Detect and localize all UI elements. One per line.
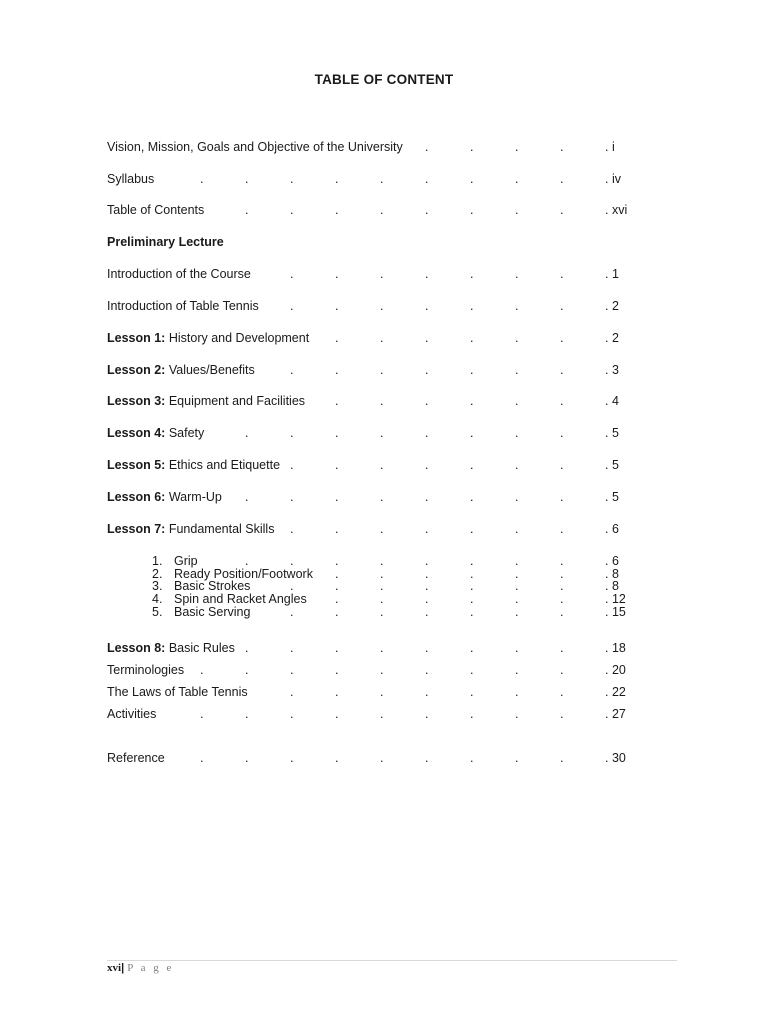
leader-dot: . — [290, 554, 294, 568]
leader-dot: . — [515, 172, 519, 186]
page-ref-syllabus: . iv — [605, 172, 621, 186]
leader-dot: . — [560, 579, 564, 593]
page-ref-lesson-7: . 6 — [605, 522, 619, 536]
leader-dot: . — [425, 554, 429, 568]
page-ref-laws: . 22 — [605, 685, 626, 699]
leader-dot: . — [335, 267, 339, 281]
leader-dot: . — [335, 299, 339, 313]
list-number: 2. — [152, 567, 163, 581]
leader-dot: . — [380, 394, 384, 408]
entry-text: Safety — [168, 426, 205, 440]
entry-text: Ethics and Etiquette — [168, 458, 281, 472]
leader-dot: . — [380, 299, 384, 313]
toc-subentry-4 — [152, 592, 307, 606]
leader-dot: . — [380, 707, 384, 721]
leader-dot: . — [380, 458, 384, 472]
leader-dot: . — [470, 522, 474, 536]
leader-dot: . — [200, 172, 204, 186]
entry-text: Syllabus — [107, 172, 155, 186]
leader-dot: . — [470, 685, 474, 699]
leader-dot: . — [425, 363, 429, 377]
leader-dot: . — [290, 203, 294, 217]
leader-dot: . — [425, 172, 429, 186]
leader-dot: . — [335, 685, 339, 699]
page-ref-reference: . 30 — [605, 751, 626, 765]
entry-text: Reference — [107, 751, 165, 765]
leader-dot: . — [380, 663, 384, 677]
leader-dot: . — [470, 172, 474, 186]
leader-dot: . — [290, 363, 294, 377]
leader-dot: . — [380, 579, 384, 593]
leader-dot: . — [380, 363, 384, 377]
footer-page-label: P a g e — [127, 962, 174, 974]
leader-dot: . — [470, 592, 474, 606]
leader-dot: . — [560, 299, 564, 313]
leader-dot: . — [560, 751, 564, 765]
leader-dot: . — [380, 522, 384, 536]
entry-text: Introduction of Table Tennis — [107, 299, 259, 313]
leader-dot: . — [425, 490, 429, 504]
leader-dot: . — [245, 203, 249, 217]
entry-text: Introduction of the Course — [107, 267, 251, 281]
page-ref-sub-1: . 6 — [605, 554, 619, 568]
leader-dot: . — [335, 605, 339, 619]
section-heading-preliminary — [107, 235, 224, 249]
leader-dot: . — [290, 458, 294, 472]
entry-text: Spin and Racket Angles — [174, 592, 307, 606]
leader-dot: . — [335, 331, 339, 345]
toc-entry-reference — [107, 751, 165, 765]
page-ref-lesson-3: . 4 — [605, 394, 619, 408]
toc-entry-lesson-1 — [107, 331, 309, 345]
leader-dot: . — [245, 641, 249, 655]
leader-dot: . — [380, 567, 384, 581]
leader-dot: . — [335, 458, 339, 472]
leader-dot: . — [380, 751, 384, 765]
leader-dot: . — [245, 172, 249, 186]
leader-dot: . — [470, 394, 474, 408]
page-ref-sub-5: . 15 — [605, 605, 626, 619]
leader-dot: . — [515, 267, 519, 281]
page-ref-lesson-8: . 18 — [605, 641, 626, 655]
entry-text: Basic Strokes — [174, 579, 251, 593]
leader-dot: . — [515, 554, 519, 568]
entry-text: Table of Contents — [107, 203, 205, 217]
leader-dot: . — [335, 490, 339, 504]
lesson-label: Lesson 2: — [107, 363, 166, 377]
leader-dot: . — [560, 592, 564, 606]
leader-dot: . — [560, 707, 564, 721]
leader-dot: . — [470, 751, 474, 765]
leader-dot: . — [560, 522, 564, 536]
leader-dot: . — [335, 363, 339, 377]
leader-dot: . — [245, 554, 249, 568]
entry-text: Activities — [107, 707, 157, 721]
entry-text: Warm-Up — [168, 490, 222, 504]
lesson-label: Lesson 6: — [107, 490, 166, 504]
leader-dot: . — [425, 299, 429, 313]
toc-entry-terminologies — [107, 663, 184, 677]
leader-dot: . — [515, 426, 519, 440]
leader-dot: . — [380, 203, 384, 217]
leader-dot: . — [335, 394, 339, 408]
toc-subentry-3 — [152, 579, 250, 593]
leader-dot: . — [560, 363, 564, 377]
entry-text: Basic Serving — [174, 605, 251, 619]
toc-entry-intro-table-tennis — [107, 299, 259, 313]
lesson-label: Lesson 4: — [107, 426, 166, 440]
leader-dot: . — [515, 363, 519, 377]
page-ref-lesson-1: . 2 — [605, 331, 619, 345]
leader-dot: . — [245, 707, 249, 721]
leader-dot: . — [290, 299, 294, 313]
leader-dot: . — [380, 605, 384, 619]
leader-dot: . — [560, 685, 564, 699]
leader-dot: . — [335, 172, 339, 186]
leader-dot: . — [290, 426, 294, 440]
leader-dot: . — [515, 579, 519, 593]
leader-dot: . — [470, 267, 474, 281]
leader-dot: . — [335, 579, 339, 593]
page-ref-vision: . i — [605, 140, 615, 154]
page-ref-intro-table-tennis: . 2 — [605, 299, 619, 313]
toc-entry-intro-course — [107, 267, 251, 281]
leader-dot: . — [245, 663, 249, 677]
page-ref-activities: . 27 — [605, 707, 626, 721]
toc-entry-lesson-3 — [107, 394, 305, 408]
leader-dot: . — [425, 394, 429, 408]
leader-dot: . — [515, 203, 519, 217]
page-ref-lesson-2: . 3 — [605, 363, 619, 377]
entry-text: The Laws of Table Tennis — [107, 685, 248, 699]
page-ref-sub-3: . 8 — [605, 579, 619, 593]
toc-entry-vision — [107, 140, 403, 154]
leader-dot: . — [200, 707, 204, 721]
page-ref-lesson-5: . 5 — [605, 458, 619, 472]
leader-dot: . — [560, 267, 564, 281]
entry-text: Ready Position/Footwork — [174, 567, 313, 581]
leader-dot: . — [380, 267, 384, 281]
footer-divider — [107, 960, 677, 961]
leader-dot: . — [380, 641, 384, 655]
leader-dot: . — [470, 426, 474, 440]
leader-dot: . — [560, 490, 564, 504]
leader-dot: . — [200, 663, 204, 677]
leader-dot: . — [515, 641, 519, 655]
leader-dot: . — [335, 751, 339, 765]
leader-dot: . — [380, 331, 384, 345]
leader-dot: . — [425, 267, 429, 281]
leader-dot: . — [290, 605, 294, 619]
leader-dot: . — [380, 490, 384, 504]
leader-dot: . — [515, 331, 519, 345]
leader-dot: . — [560, 641, 564, 655]
leader-dot: . — [290, 172, 294, 186]
toc-entry-lesson-5 — [107, 458, 280, 472]
list-number: 3. — [152, 579, 163, 593]
toc-entry-activities — [107, 707, 156, 721]
leader-dot: . — [200, 751, 204, 765]
entry-text: Values/Benefits — [168, 363, 255, 377]
toc-entry-table-of-contents — [107, 203, 204, 217]
page-ref-lesson-6: . 5 — [605, 490, 619, 504]
entry-text: Equipment and Facilities — [168, 394, 306, 408]
leader-dot: . — [335, 426, 339, 440]
footer-separator: | — [121, 962, 125, 974]
leader-dot: . — [290, 707, 294, 721]
leader-dot: . — [515, 567, 519, 581]
leader-dot: . — [470, 605, 474, 619]
leader-dot: . — [290, 522, 294, 536]
leader-dot: . — [560, 458, 564, 472]
leader-dot: . — [290, 685, 294, 699]
leader-dot: . — [425, 641, 429, 655]
leader-dot: . — [515, 707, 519, 721]
leader-dot: . — [470, 707, 474, 721]
leader-dot: . — [515, 605, 519, 619]
leader-dot: . — [515, 751, 519, 765]
leader-dot: . — [560, 426, 564, 440]
leader-dot: . — [425, 331, 429, 345]
leader-dot: . — [290, 490, 294, 504]
leader-dot: . — [335, 203, 339, 217]
leader-dot: . — [470, 579, 474, 593]
page-ref-intro-course: . 1 — [605, 267, 619, 281]
leader-dot: . — [515, 394, 519, 408]
leader-dot: . — [560, 554, 564, 568]
leader-dot: . — [425, 685, 429, 699]
leader-dot: . — [470, 331, 474, 345]
leader-dot: . — [515, 522, 519, 536]
leader-dot: . — [470, 567, 474, 581]
toc-subentry-1 — [152, 554, 198, 568]
leader-dot: . — [470, 363, 474, 377]
leader-dot: . — [425, 751, 429, 765]
leader-dot: . — [425, 707, 429, 721]
page-ref-sub-2: . 8 — [605, 567, 619, 581]
leader-dot: . — [560, 203, 564, 217]
leader-dot: . — [380, 172, 384, 186]
leader-dot: . — [290, 267, 294, 281]
page-ref-table-of-contents: . xvi — [605, 203, 628, 217]
footer-page-number: xvi — [107, 962, 122, 974]
leader-dot: . — [515, 663, 519, 677]
leader-dot: . — [290, 641, 294, 655]
page-ref-terminologies: . 20 — [605, 663, 626, 677]
leader-dot: . — [425, 203, 429, 217]
leader-dot: . — [425, 605, 429, 619]
page-footer — [107, 962, 174, 974]
leader-dot: . — [335, 567, 339, 581]
leader-dot: . — [470, 663, 474, 677]
entry-text: History and Development — [168, 331, 310, 345]
leader-dot: . — [425, 140, 429, 154]
entry-text: Fundamental Skills — [168, 522, 275, 536]
entry-text: Basic Rules — [168, 641, 235, 655]
list-number: 5. — [152, 605, 163, 619]
leader-dot: . — [515, 685, 519, 699]
leader-dot: . — [470, 203, 474, 217]
leader-dot: . — [470, 299, 474, 313]
section-heading-text: Preliminary Lecture — [107, 235, 224, 249]
lesson-label: Lesson 8: — [107, 641, 166, 655]
entry-text: Grip — [174, 554, 198, 568]
leader-dot: . — [515, 592, 519, 606]
leader-dot: . — [425, 458, 429, 472]
leader-dot: . — [290, 663, 294, 677]
leader-dot: . — [470, 458, 474, 472]
leader-dot: . — [560, 605, 564, 619]
leader-dot: . — [335, 522, 339, 536]
page-ref-lesson-4: . 5 — [605, 426, 619, 440]
list-number: 1. — [152, 554, 163, 568]
leader-dot: . — [560, 394, 564, 408]
leader-dot: . — [425, 522, 429, 536]
leader-dot: . — [245, 490, 249, 504]
leader-dot: . — [515, 299, 519, 313]
toc-entry-lesson-2 — [107, 363, 255, 377]
leader-dot: . — [245, 751, 249, 765]
leader-dot: . — [560, 331, 564, 345]
lesson-label: Lesson 7: — [107, 522, 166, 536]
entry-text: Vision, Mission, Goals and Objective of the University — [107, 140, 403, 154]
toc-entry-lesson-4 — [107, 426, 204, 440]
leader-dot: . — [380, 685, 384, 699]
page-title: TABLE OF CONTENT — [314, 72, 454, 87]
leader-dot: . — [380, 554, 384, 568]
leader-dot: . — [380, 426, 384, 440]
lesson-label: Lesson 3: — [107, 394, 166, 408]
leader-dot: . — [425, 592, 429, 606]
leader-dot: . — [335, 707, 339, 721]
toc-entry-lesson-8 — [107, 641, 235, 655]
toc-entry-laws — [107, 685, 248, 699]
leader-dot: . — [515, 458, 519, 472]
leader-dot: . — [470, 140, 474, 154]
page-ref-sub-4: . 12 — [605, 592, 626, 606]
leader-dot: . — [335, 641, 339, 655]
leader-dot: . — [515, 490, 519, 504]
leader-dot: . — [290, 751, 294, 765]
leader-dot: . — [335, 554, 339, 568]
leader-dot: . — [290, 579, 294, 593]
leader-dot: . — [425, 567, 429, 581]
leader-dot: . — [470, 490, 474, 504]
toc-entry-syllabus — [107, 172, 154, 186]
leader-dot: . — [425, 663, 429, 677]
list-number: 4. — [152, 592, 163, 606]
leader-dot: . — [470, 641, 474, 655]
leader-dot: . — [335, 663, 339, 677]
leader-dot: . — [560, 567, 564, 581]
toc-subentry-5 — [152, 605, 250, 619]
leader-dot: . — [515, 140, 519, 154]
entry-text: Terminologies — [107, 663, 185, 677]
leader-dot: . — [425, 579, 429, 593]
leader-dot: . — [425, 426, 429, 440]
leader-dot: . — [560, 140, 564, 154]
toc-entry-lesson-7 — [107, 522, 274, 536]
leader-dot: . — [245, 426, 249, 440]
leader-dot: . — [560, 172, 564, 186]
leader-dot: . — [470, 554, 474, 568]
lesson-label: Lesson 5: — [107, 458, 166, 472]
leader-dot: . — [380, 592, 384, 606]
leader-dot: . — [335, 592, 339, 606]
lesson-label: Lesson 1: — [107, 331, 166, 345]
leader-dot: . — [560, 663, 564, 677]
toc-entry-lesson-6 — [107, 490, 222, 504]
